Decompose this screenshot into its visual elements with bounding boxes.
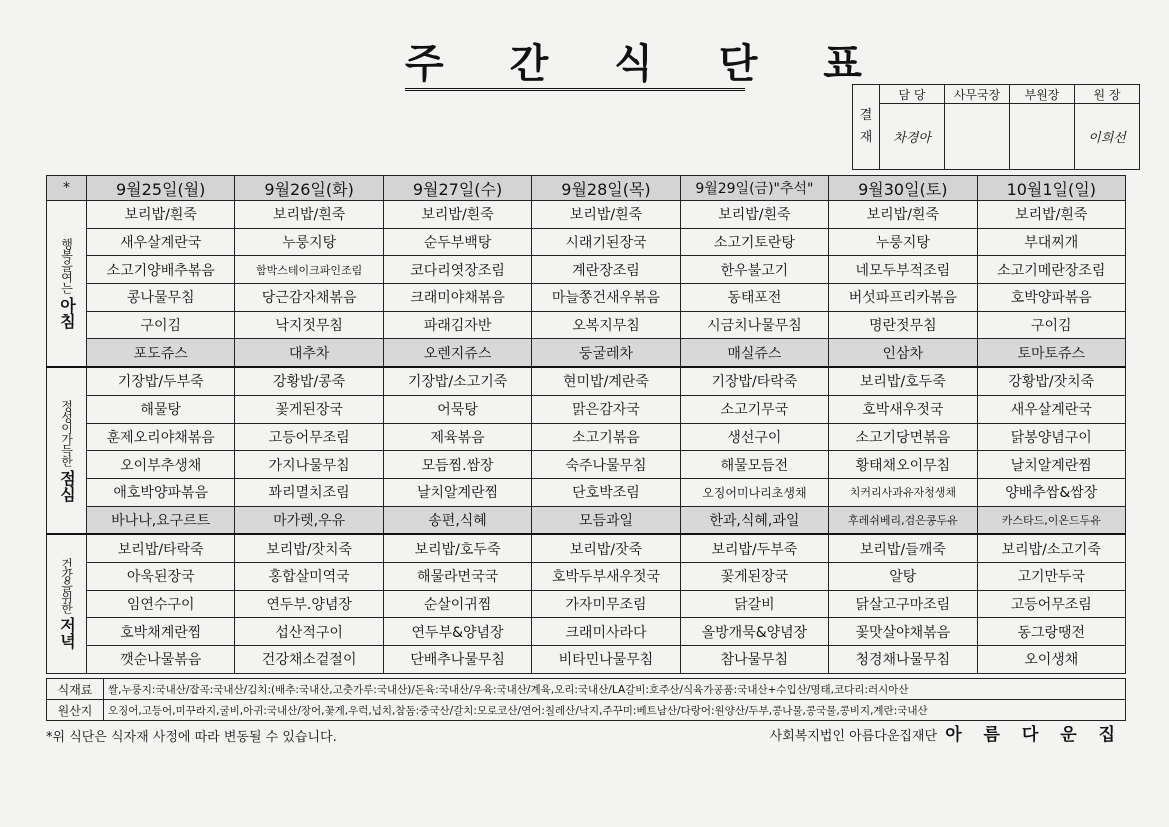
menu-cell: 임연수구이 xyxy=(87,590,235,618)
meal-row xyxy=(47,478,1126,506)
menu-cell: 카스타드,이온드두유 xyxy=(977,506,1125,534)
menu-cell: 현미밥/계란죽 xyxy=(532,367,680,395)
day-header-row xyxy=(47,176,1126,201)
menu-cell: 연두부.양념장 xyxy=(235,590,383,618)
meal-period-name: 점심 xyxy=(57,469,77,502)
menu-cell: 소고기무국 xyxy=(680,395,828,423)
menu-cell: 고등어무조림 xyxy=(235,423,383,451)
menu-cell: 닭살고구마조림 xyxy=(829,590,977,618)
menu-cell: 보리밥/흰죽 xyxy=(532,201,680,229)
menu-cell: 동그랑땡전 xyxy=(977,618,1125,646)
menu-cell: 누룽지탕 xyxy=(235,228,383,256)
meal-period-name: 아침 xyxy=(57,297,77,330)
menu-cell: 생선구이 xyxy=(680,423,828,451)
menu-cell: 보리밥/호두죽 xyxy=(829,367,977,395)
meal-row xyxy=(47,311,1126,339)
organization-name xyxy=(770,720,1123,745)
menu-cell: 섭산적구이 xyxy=(235,618,383,646)
menu-cell: 오렌지쥬스 xyxy=(383,339,531,367)
menu-cell: 코다리엿장조림 xyxy=(383,256,531,284)
menu-cell: 보리밥/잣죽 xyxy=(532,534,680,562)
meal-row xyxy=(47,562,1126,590)
menu-cell: 대추차 xyxy=(235,339,383,367)
approval-box xyxy=(852,84,1140,170)
menu-cell: 가자미무조림 xyxy=(532,590,680,618)
change-notice: *위 식단은 식자재 사정에 따라 변동될 수 있습니다. xyxy=(46,730,337,745)
menu-cell: 알탕 xyxy=(829,562,977,590)
menu-cell: 둥굴레차 xyxy=(532,339,680,367)
menu-cell: 보리밥/소고기죽 xyxy=(977,534,1125,562)
menu-cell: 마늘쫑건새우볶음 xyxy=(532,284,680,312)
meal-row xyxy=(47,590,1126,618)
menu-cell: 포도쥬스 xyxy=(87,339,235,367)
menu-cell: 파래김자반 xyxy=(383,311,531,339)
menu-cell: 닭봉양념구이 xyxy=(977,423,1125,451)
menu-cell: 애호박양파볶음 xyxy=(87,478,235,506)
menu-cell: 황태채오이무침 xyxy=(829,451,977,479)
menu-cell: 소고기메란장조림 xyxy=(977,256,1125,284)
menu-cell: 기장밥/타락죽 xyxy=(680,367,828,395)
menu-cell: 제육볶음 xyxy=(383,423,531,451)
menu-cell: 모듬찜.쌈장 xyxy=(383,451,531,479)
day-header: 9월30일(토) xyxy=(829,176,977,201)
origin-label-country: 원산지 xyxy=(47,700,104,721)
menu-cell: 낙지젓무침 xyxy=(235,311,383,339)
menu-cell: 토마토쥬스 xyxy=(977,339,1125,367)
menu-cell: 연두부&양념장 xyxy=(383,618,531,646)
corner-cell: * xyxy=(47,176,87,201)
meal-row xyxy=(47,423,1126,451)
menu-cell: 구이김 xyxy=(87,311,235,339)
menu-cell: 꽃맛살야채볶음 xyxy=(829,618,977,646)
meal-period-label xyxy=(47,534,87,673)
menu-cell: 크래미야채볶음 xyxy=(383,284,531,312)
meal-period-subtitle: 정성이가득한 xyxy=(59,399,74,466)
menu-cell: 보리밥/잣치죽 xyxy=(235,534,383,562)
menu-cell: 오이생채 xyxy=(977,646,1125,674)
menu-cell: 치커리사과유자청생채 xyxy=(829,478,977,506)
day-header: 9월26일(화) xyxy=(235,176,383,201)
menu-cell: 모듬과일 xyxy=(532,506,680,534)
menu-cell: 소고기당면볶음 xyxy=(829,423,977,451)
menu-cell: 꽃게된장국 xyxy=(235,395,383,423)
day-header: 9월27일(수) xyxy=(383,176,531,201)
signature-vice-director xyxy=(1010,104,1075,170)
menu-cell: 크래미사라다 xyxy=(532,618,680,646)
menu-cell: 꽃게된장국 xyxy=(680,562,828,590)
menu-cell: 해물탕 xyxy=(87,395,235,423)
menu-cell: 해물모듬전 xyxy=(680,451,828,479)
menu-cell: 보리밥/흰죽 xyxy=(977,201,1125,229)
meal-period-subtitle: 건강을위한 xyxy=(59,558,74,614)
menu-cell: 아욱된장국 xyxy=(87,562,235,590)
menu-cell: 훈제오리야채볶음 xyxy=(87,423,235,451)
menu-cell: 강황밥/콩죽 xyxy=(235,367,383,395)
menu-cell: 해물라면국국 xyxy=(383,562,531,590)
menu-cell: 한과,식혜,과일 xyxy=(680,506,828,534)
menu-cell: 호박새우젓국 xyxy=(829,395,977,423)
signature-charge: 차경아 xyxy=(880,104,945,170)
approval-header-director: 원 장 xyxy=(1075,85,1140,104)
day-header: 9월25일(월) xyxy=(87,176,235,201)
menu-cell: 단배추나물무침 xyxy=(383,646,531,674)
meal-row xyxy=(47,646,1126,674)
meal-period-label xyxy=(47,201,87,368)
approval-header-vice-director: 부원장 xyxy=(1010,85,1075,104)
organization-title: 아 름 다 운 집 xyxy=(945,725,1123,745)
day-header: 9월29일(금)"추석" xyxy=(680,176,828,201)
menu-cell: 참나물무침 xyxy=(680,646,828,674)
page-title: 주 간 식 단 표 xyxy=(405,40,745,91)
origin-label-ingredient: 식재료 xyxy=(47,679,104,700)
menu-cell: 인삼차 xyxy=(829,339,977,367)
menu-cell: 꽈리멸치조림 xyxy=(235,478,383,506)
menu-cell: 맑은감자국 xyxy=(532,395,680,423)
menu-cell: 깻순나물볶음 xyxy=(87,646,235,674)
menu-cell: 순살이귀찜 xyxy=(383,590,531,618)
meal-row xyxy=(47,201,1126,229)
meal-row xyxy=(47,284,1126,312)
menu-cell: 가지나물무침 xyxy=(235,451,383,479)
menu-cell: 호박채계란찜 xyxy=(87,618,235,646)
menu-cell: 시금치나물무침 xyxy=(680,311,828,339)
meal-period-name: 저녁 xyxy=(57,617,77,650)
menu-cell: 강황밥/잣치죽 xyxy=(977,367,1125,395)
menu-cell: 누룽지탕 xyxy=(829,228,977,256)
menu-cell: 구이김 xyxy=(977,311,1125,339)
menu-cell: 버섯파프리카볶음 xyxy=(829,284,977,312)
meal-row xyxy=(47,395,1126,423)
menu-cell: 함박스테이크파인조림 xyxy=(235,256,383,284)
menu-cell: 네모두부적조림 xyxy=(829,256,977,284)
day-header: 10월1일(일) xyxy=(977,176,1125,201)
menu-cell: 닭갈비 xyxy=(680,590,828,618)
menu-cell: 송편,식혜 xyxy=(383,506,531,534)
menu-cell: 보리밥/흰죽 xyxy=(87,201,235,229)
menu-cell: 명란젓무침 xyxy=(829,311,977,339)
origin-line: 쌀,누룽지:국내산/잡곡:국내산/김치:(배추:국내산,고춧가루:국내산)/돈육:국내산/우육:국내산/계육,오리:국내산/LA갈비:호주산/식육가공품:국내산+수입산/명태,코다리:러시아산 xyxy=(104,679,1126,700)
menu-cell: 기장밥/소고기죽 xyxy=(383,367,531,395)
menu-cell: 소고기양배추볶음 xyxy=(87,256,235,284)
meal-row xyxy=(47,451,1126,479)
menu-cell: 호박두부새우젓국 xyxy=(532,562,680,590)
menu-cell: 보리밥/두부죽 xyxy=(680,534,828,562)
menu-cell: 매실쥬스 xyxy=(680,339,828,367)
organization-prefix: 사회복지법인 아름다운집재단 xyxy=(769,729,938,744)
menu-cell: 계란장조림 xyxy=(532,256,680,284)
menu-cell: 보리밥/흰죽 xyxy=(235,201,383,229)
menu-cell: 소고기토란탕 xyxy=(680,228,828,256)
menu-cell: 소고기볶음 xyxy=(532,423,680,451)
menu-cell: 바나나,요구르트 xyxy=(87,506,235,534)
menu-cell: 새우살계란국 xyxy=(87,228,235,256)
meal-row xyxy=(47,506,1126,534)
menu-cell: 어묵탕 xyxy=(383,395,531,423)
approval-header-charge: 담 당 xyxy=(880,85,945,104)
menu-cell: 시래기된장국 xyxy=(532,228,680,256)
menu-cell: 홍합살미역국 xyxy=(235,562,383,590)
weekly-menu-table xyxy=(46,175,1126,674)
menu-cell: 보리밥/들깨죽 xyxy=(829,534,977,562)
menu-cell: 날치알계란찜 xyxy=(977,451,1125,479)
meal-row xyxy=(47,367,1126,395)
signature-director: 이희선 xyxy=(1075,104,1140,170)
menu-cell: 마가렛,우유 xyxy=(235,506,383,534)
menu-cell: 한우불고기 xyxy=(680,256,828,284)
menu-cell: 오이부추생채 xyxy=(87,451,235,479)
menu-cell: 고등어무조림 xyxy=(977,590,1125,618)
meal-period-subtitle: 행복을여는 xyxy=(59,238,74,294)
menu-cell: 단호박조림 xyxy=(532,478,680,506)
menu-cell: 양배추쌈&쌈장 xyxy=(977,478,1125,506)
approval-header-secretary: 사무국장 xyxy=(945,85,1010,104)
menu-cell: 순두부백탕 xyxy=(383,228,531,256)
menu-cell: 기장밥/두부죽 xyxy=(87,367,235,395)
menu-cell: 오징어미나리초생채 xyxy=(680,478,828,506)
menu-cell: 청경채나물무침 xyxy=(829,646,977,674)
menu-cell: 동태포전 xyxy=(680,284,828,312)
meal-row xyxy=(47,618,1126,646)
menu-cell: 고기만두국 xyxy=(977,562,1125,590)
origin-line: 오징어,고등어,미꾸라지,굴비,아귀:국내산/장어,꽃게,우럭,넙치,참돔:중국산/갈치:모로코산/연어:칠레산/낙지,주꾸미:베트남산/다랑어:원양산/두부,콩나물,콩국물,콩비지,계란:국내산 xyxy=(104,700,1126,721)
menu-cell: 오복지무침 xyxy=(532,311,680,339)
meal-row xyxy=(47,339,1126,367)
meal-row xyxy=(47,256,1126,284)
menu-cell: 후레쉬베리,검은콩두유 xyxy=(829,506,977,534)
approval-label: 결 재 xyxy=(853,85,880,170)
menu-cell: 보리밥/흰죽 xyxy=(829,201,977,229)
meal-period-label xyxy=(47,367,87,534)
signature-secretary xyxy=(945,104,1010,170)
menu-cell: 보리밥/흰죽 xyxy=(383,201,531,229)
meal-row xyxy=(47,228,1126,256)
menu-cell: 보리밥/흰죽 xyxy=(680,201,828,229)
menu-cell: 건강채소겉절이 xyxy=(235,646,383,674)
origin-table xyxy=(46,678,1126,721)
menu-cell: 호박양파볶음 xyxy=(977,284,1125,312)
menu-cell: 올방개묵&양념장 xyxy=(680,618,828,646)
meal-row xyxy=(47,534,1126,562)
menu-cell: 숙주나물무침 xyxy=(532,451,680,479)
menu-cell: 날치알계란찜 xyxy=(383,478,531,506)
menu-cell: 비타민나물무침 xyxy=(532,646,680,674)
menu-cell: 보리밥/호두죽 xyxy=(383,534,531,562)
menu-cell: 새우살계란국 xyxy=(977,395,1125,423)
menu-cell: 콩나물무침 xyxy=(87,284,235,312)
menu-cell: 보리밥/타락죽 xyxy=(87,534,235,562)
day-header: 9월28일(목) xyxy=(532,176,680,201)
menu-cell: 당근감자채볶음 xyxy=(235,284,383,312)
menu-cell: 부대찌개 xyxy=(977,228,1125,256)
